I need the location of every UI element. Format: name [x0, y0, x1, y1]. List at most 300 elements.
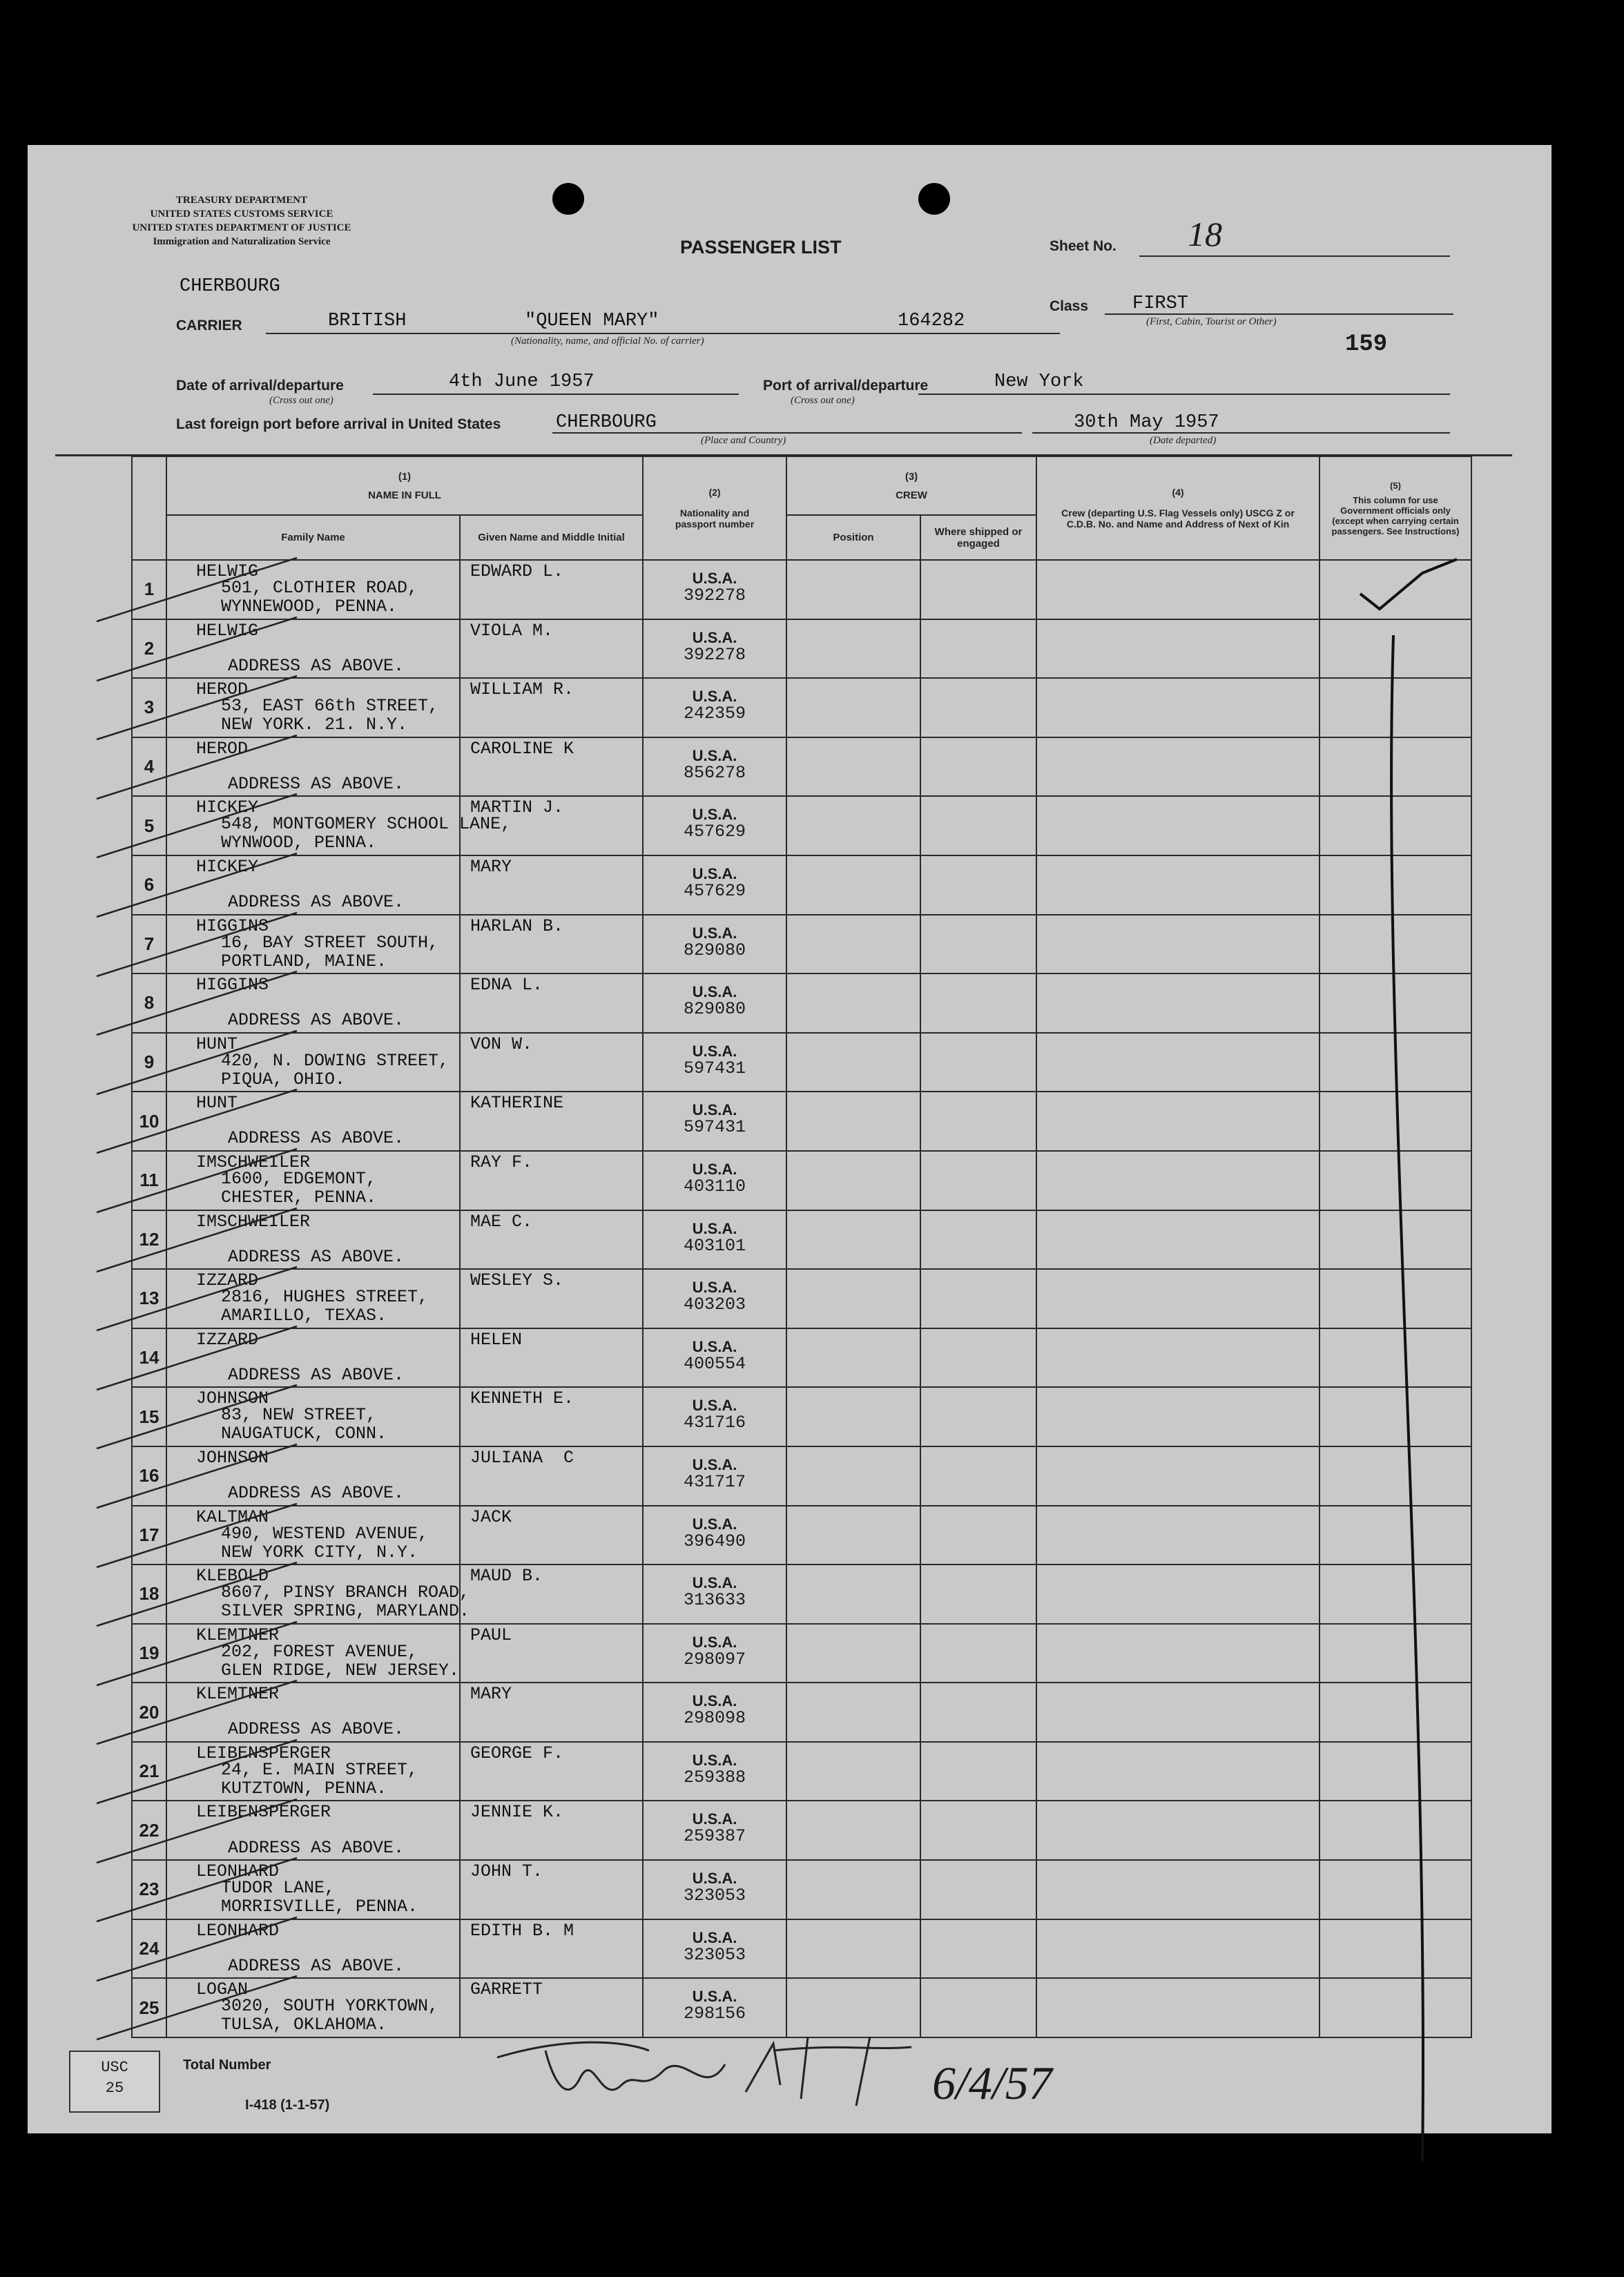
name-header: [166, 456, 643, 515]
address-text: TUDOR LANE, MORRISVILLE, PENNA.: [221, 1878, 418, 1917]
pen-stroke: [90, 1970, 311, 2046]
port-arrival: New York: [994, 371, 1084, 392]
last-port-label: Last foreign port before arrival in United States: [176, 416, 501, 432]
position-cell: [786, 1092, 920, 1151]
nationality: U.S.A.: [692, 1988, 737, 2006]
given-name: KATHERINE: [470, 1093, 564, 1114]
row-number: 4: [132, 737, 166, 797]
row-number: 3: [132, 678, 166, 737]
nationality: U.S.A.: [692, 1692, 737, 1710]
row-number: 1: [132, 560, 166, 619]
nationality-cell: [643, 1151, 786, 1210]
address-text: ADDRESS AS ABOVE.: [228, 1128, 405, 1149]
given-name-cell: [460, 1506, 643, 1565]
nationality-cell: [643, 973, 786, 1033]
given-name: MAUD B.: [470, 1566, 543, 1587]
row-number: 19: [132, 1624, 166, 1683]
col5-title: This column for use Government officials only (except when carrying certain passengers. See Instructions): [1331, 494, 1460, 536]
next-of-kin-cell: [1036, 560, 1320, 619]
address-text: 16, BAY STREET SOUTH, PORTLAND, MAINE.: [221, 932, 439, 971]
given-name-cell: [460, 1269, 643, 1328]
next-of-kin-cell: [1036, 1151, 1320, 1210]
position-cell: [786, 737, 920, 797]
nationality: U.S.A.: [692, 1397, 737, 1415]
given-name: EDITH B. M: [470, 1920, 574, 1941]
given-name: PAUL: [470, 1625, 512, 1645]
family-name: JOHNSON: [196, 1388, 269, 1409]
punch-hole: [918, 183, 950, 215]
family-name: HELWIG: [196, 561, 259, 581]
given-name: VON W.: [470, 1034, 533, 1054]
address-text: ADDRESS AS ABOVE.: [228, 1364, 405, 1385]
nationality: U.S.A.: [692, 1160, 737, 1178]
passenger-list-sheet: [28, 145, 1552, 2133]
position-cell: [786, 1033, 920, 1092]
shipped-cell: [920, 1092, 1036, 1151]
given-name-cell: [460, 915, 643, 974]
given-name: EDWARD L.: [470, 561, 564, 581]
passport-number: 597431: [683, 1058, 746, 1078]
nationality: U.S.A.: [692, 1337, 737, 1355]
nationality-cell: [643, 1801, 786, 1860]
next-of-kin-cell: [1036, 855, 1320, 915]
given-name: WILLIAM R.: [470, 679, 574, 700]
agency-line: Immigration and Naturalization Service: [153, 236, 331, 247]
shipped-cell: [920, 855, 1036, 915]
total-number-label: Total Number: [183, 2057, 271, 2073]
nationality-header: [643, 456, 786, 560]
next-of-kin-cell: [1036, 1860, 1320, 1919]
carrier-underline: [266, 333, 1060, 334]
family-name: KALTMAN: [196, 1506, 269, 1527]
next-of-kin-header: [1036, 456, 1320, 560]
nationality: U.S.A.: [692, 688, 737, 706]
given-name-cell: [460, 1033, 643, 1092]
sheet-label: Sheet No.: [1050, 238, 1116, 254]
nationality: U.S.A.: [692, 570, 737, 587]
nationality: U.S.A.: [692, 746, 737, 764]
passport-number: 298156: [683, 2004, 746, 2024]
nationality: U.S.A.: [692, 1455, 737, 1473]
next-of-kin-cell: [1036, 737, 1320, 797]
nationality-cell: [643, 796, 786, 855]
date-departed-caption: (Date departed): [1150, 435, 1217, 446]
port-typed: CHERBOURG: [180, 276, 280, 297]
passport-number: 392278: [683, 585, 746, 605]
row-number: 23: [132, 1860, 166, 1919]
row-number: 5: [132, 796, 166, 855]
family-name: KLEBOLD: [196, 1566, 269, 1587]
position-cell: [786, 1683, 920, 1742]
given-name-cell: [460, 1564, 643, 1624]
page-number: 159: [1345, 331, 1388, 358]
family-name: JOHNSON: [196, 1447, 269, 1468]
position-cell: [786, 1328, 920, 1388]
col4-title: Crew (departing U.S. Flag Vessels only) USCG Z or C.D.B. No. and Name and Address of Next of Kin: [1061, 507, 1295, 530]
given-name: MARTIN J.: [470, 797, 564, 818]
given-name: MARY: [470, 856, 512, 877]
nationality-cell: [643, 855, 786, 915]
family-name: LEONHARD: [196, 1861, 280, 1882]
family-name: HIGGINS: [196, 915, 269, 936]
col3-number: (3): [905, 470, 918, 483]
position-cell: [786, 678, 920, 737]
passport-number: 392278: [683, 644, 746, 665]
next-of-kin-cell: [1036, 973, 1320, 1033]
shipped-cell: [920, 1446, 1036, 1506]
position-cell: [786, 1919, 920, 1979]
family-name: HICKEY: [196, 797, 259, 818]
nationality-cell: [643, 1506, 786, 1565]
address-text: 2816, HUGHES STREET, AMARILLO, TEXAS.: [221, 1287, 429, 1326]
address-text: 8607, PINSY BRANCH ROAD, SILVER SPRING, MARYLAND.: [221, 1582, 470, 1622]
arrival-date: 4th June 1957: [449, 371, 594, 392]
position-cell: [786, 855, 920, 915]
shipped-cell: [920, 1269, 1036, 1328]
agency-line: UNITED STATES DEPARTMENT OF JUSTICE: [132, 222, 351, 233]
given-name-cell: [460, 1328, 643, 1388]
given-name: EDNA L.: [470, 975, 543, 996]
port-arrival-label: Port of arrival/departure: [763, 378, 929, 394]
given-name-cell: [460, 1624, 643, 1683]
address-text: 1600, EDGEMONT, CHESTER, PENNA.: [221, 1169, 377, 1208]
given-name-cell: [460, 855, 643, 915]
given-name-cell: [460, 1742, 643, 1801]
nationality: U.S.A.: [692, 806, 737, 824]
passport-number: 242359: [683, 704, 746, 724]
nationality-cell: [643, 1624, 786, 1683]
position-cell: [786, 1801, 920, 1860]
family-name: HUNT: [196, 1034, 238, 1054]
col1-title: NAME IN FULL: [368, 489, 441, 501]
family-name: IMSCHWEILER: [196, 1152, 311, 1172]
given-name-cell: [460, 1801, 643, 1860]
form-number: I-418 (1-1-57): [245, 2097, 330, 2113]
next-of-kin-cell: [1036, 1033, 1320, 1092]
given-name: CAROLINE K: [470, 738, 574, 759]
address-text: ADDRESS AS ABOVE.: [228, 1483, 405, 1503]
carrier-nationality: BRITISH: [328, 311, 407, 331]
row-number: 21: [132, 1742, 166, 1801]
nationality: U.S.A.: [692, 1279, 737, 1297]
next-of-kin-cell: [1036, 915, 1320, 974]
given-name: KENNETH E.: [470, 1388, 574, 1409]
shipped-cell: [920, 796, 1036, 855]
arrival-underline: [373, 394, 739, 395]
col2-number: (2): [708, 487, 721, 498]
rownum-header: [132, 456, 166, 560]
address-text: 420, N. DOWING STREET, PIQUA, OHIO.: [221, 1050, 450, 1089]
nationality: U.S.A.: [692, 1928, 737, 1946]
address-text: 202, FOREST AVENUE, GLEN RIDGE, NEW JERSEY.: [221, 1641, 460, 1680]
nationality-cell: [643, 915, 786, 974]
address-text: ADDRESS AS ABOVE.: [228, 1837, 405, 1858]
nationality: U.S.A.: [692, 1633, 737, 1651]
family-name-header: Family Name: [166, 515, 460, 560]
shipped-cell: [920, 1328, 1036, 1388]
next-of-kin-cell: [1036, 1446, 1320, 1506]
address-text: 3020, SOUTH YORKTOWN, TULSA, OKLAHOMA.: [221, 1996, 439, 2035]
shipped-cell: [920, 973, 1036, 1033]
row-number: 18: [132, 1564, 166, 1624]
family-name: IZZARD: [196, 1270, 259, 1291]
passport-number: 400554: [683, 1353, 746, 1374]
stamp-line: 25: [105, 2080, 124, 2097]
passport-number: 457629: [683, 880, 746, 901]
passport-number: 298098: [683, 1708, 746, 1729]
address-text: 501, CLOTHIER ROAD, WYNNEWOOD, PENNA.: [221, 578, 418, 617]
position-cell: [786, 1269, 920, 1328]
row-number: 14: [132, 1328, 166, 1388]
position-cell: [786, 619, 920, 679]
next-of-kin-cell: [1036, 1387, 1320, 1446]
sheet-underline: [1139, 255, 1450, 257]
address-text: 490, WESTEND AVENUE, NEW YORK CITY, N.Y.: [221, 1523, 429, 1562]
position-cell: [786, 1624, 920, 1683]
address-text: ADDRESS AS ABOVE.: [228, 1246, 405, 1267]
nationality-cell: [643, 737, 786, 797]
passport-number: 298097: [683, 1649, 746, 1669]
shipped-cell: [920, 678, 1036, 737]
next-of-kin-cell: [1036, 1092, 1320, 1151]
passport-number: 403110: [683, 1176, 746, 1196]
row-number: 10: [132, 1092, 166, 1151]
nationality-cell: [643, 1269, 786, 1328]
given-name-cell: [460, 1919, 643, 1979]
carrier-caption: (Nationality, name, and official No. of carrier): [511, 336, 704, 347]
given-name-cell: [460, 1151, 643, 1210]
given-name-header: Given Name and Middle Initial: [460, 515, 643, 560]
nationality: U.S.A.: [692, 983, 737, 1001]
next-of-kin-cell: [1036, 1742, 1320, 1801]
given-name: VIOLA M.: [470, 620, 554, 641]
given-name: WESLEY S.: [470, 1270, 564, 1291]
shipped-cell: [920, 619, 1036, 679]
agency-line: UNITED STATES CUSTOMS SERVICE: [150, 209, 334, 220]
col2-title: Nationality and passport number: [675, 507, 755, 530]
nationality: U.S.A.: [692, 1042, 737, 1060]
row-number: 22: [132, 1801, 166, 1860]
next-of-kin-cell: [1036, 619, 1320, 679]
family-name: KLEMTNER: [196, 1684, 280, 1705]
nationality-cell: [643, 1683, 786, 1742]
port-arrival-underline: [918, 394, 1450, 395]
position-cell: [786, 1860, 920, 1919]
family-name: HELWIG: [196, 620, 259, 641]
given-name: JULIANA C: [470, 1447, 574, 1468]
shipped-cell: [920, 915, 1036, 974]
next-of-kin-cell: [1036, 1564, 1320, 1624]
nationality-cell: [643, 1860, 786, 1919]
given-name-cell: [460, 619, 643, 679]
class-label: Class: [1050, 298, 1089, 314]
signature: [483, 2009, 1174, 2126]
nationality: U.S.A.: [692, 1219, 737, 1237]
passport-number: 259388: [683, 1767, 746, 1787]
row-number: 25: [132, 1978, 166, 2037]
given-name: RAY F.: [470, 1152, 533, 1172]
address-text: 24, E. MAIN STREET, KUTZTOWN, PENNA.: [221, 1760, 418, 1799]
given-name: HARLAN B.: [470, 915, 564, 936]
passport-number: 597431: [683, 1117, 746, 1138]
position-cell: [786, 973, 920, 1033]
position-header: Position: [786, 515, 920, 560]
row-number: 9: [132, 1033, 166, 1092]
shipped-cell: [920, 1860, 1036, 1919]
signature-date: 6/4/57: [932, 2057, 1052, 2109]
given-name-cell: [460, 737, 643, 797]
next-of-kin-cell: [1036, 1624, 1320, 1683]
address-text: ADDRESS AS ABOVE.: [228, 1010, 405, 1031]
next-of-kin-cell: [1036, 796, 1320, 855]
family-name: LOGAN: [196, 1979, 249, 2000]
address-text: ADDRESS AS ABOVE.: [228, 1955, 405, 1976]
usc-stamp: [69, 2051, 160, 2113]
address-text: 548, MONTGOMERY SCHOOL LANE, WYNWOOD, PENNA.: [221, 814, 512, 853]
row-number: 2: [132, 619, 166, 679]
nationality-cell: [643, 1446, 786, 1506]
family-name: HIGGINS: [196, 975, 269, 996]
row-number: 13: [132, 1269, 166, 1328]
crew-header: [786, 456, 1036, 515]
nationality: U.S.A.: [692, 1870, 737, 1888]
row-number: 8: [132, 973, 166, 1033]
shipped-cell: [920, 1387, 1036, 1446]
row-number: 15: [132, 1387, 166, 1446]
shipped-cell: [920, 1564, 1036, 1624]
passport-number: 829080: [683, 999, 746, 1020]
given-name-cell: [460, 1387, 643, 1446]
passport-number: 431716: [683, 1413, 746, 1433]
nationality-cell: [643, 1919, 786, 1979]
given-name: MARY: [470, 1684, 512, 1705]
nationality-cell: [643, 619, 786, 679]
shipped-cell: [920, 1506, 1036, 1565]
row-number: 20: [132, 1683, 166, 1742]
address-text: ADDRESS AS ABOVE.: [228, 655, 405, 676]
passport-number: 313633: [683, 1590, 746, 1611]
row-number: 7: [132, 915, 166, 974]
family-name: HICKEY: [196, 856, 259, 877]
shipped-cell: [920, 1624, 1036, 1683]
address-text: ADDRESS AS ABOVE.: [228, 773, 405, 794]
shipped-cell: [920, 1033, 1036, 1092]
family-name: HEROD: [196, 738, 249, 759]
class-caption: (First, Cabin, Tourist or Other): [1146, 316, 1277, 327]
nationality-cell: [643, 1092, 786, 1151]
carrier-name: "QUEEN MARY": [525, 311, 659, 331]
place-caption: (Place and Country): [701, 435, 786, 446]
shipped-cell: [920, 737, 1036, 797]
nationality-cell: [643, 1033, 786, 1092]
nationality: U.S.A.: [692, 864, 737, 882]
col4-number: (4): [1172, 487, 1184, 498]
row-number: 16: [132, 1446, 166, 1506]
position-cell: [786, 1506, 920, 1565]
passport-number: 323053: [683, 1886, 746, 1906]
position-cell: [786, 1446, 920, 1506]
given-name: JOHN T.: [470, 1861, 543, 1882]
class-value: FIRST: [1132, 293, 1189, 314]
position-cell: [786, 1151, 920, 1210]
shipped-cell: [920, 560, 1036, 619]
position-cell: [786, 1742, 920, 1801]
passport-number: 323053: [683, 1944, 746, 1965]
row-number: 11: [132, 1151, 166, 1210]
nationality: U.S.A.: [692, 1810, 737, 1828]
nationality-cell: [643, 1387, 786, 1446]
family-name: IMSCHWEILER: [196, 1211, 311, 1232]
nationality-cell: [643, 1210, 786, 1270]
col3-title: CREW: [896, 489, 927, 501]
next-of-kin-cell: [1036, 1328, 1320, 1388]
nationality: U.S.A.: [692, 1574, 737, 1592]
passport-number: 259387: [683, 1826, 746, 1847]
official-checkmark: [1340, 552, 1505, 2209]
passport-number: 829080: [683, 940, 746, 960]
last-port: CHERBOURG: [556, 412, 657, 433]
passport-number: 403203: [683, 1295, 746, 1315]
row-number: 12: [132, 1210, 166, 1270]
given-name-cell: [460, 1446, 643, 1506]
next-of-kin-cell: [1036, 1801, 1320, 1860]
shipped-cell: [920, 1683, 1036, 1742]
shipped-cell: [920, 1210, 1036, 1270]
nationality-cell: [643, 1564, 786, 1624]
family-name: HEROD: [196, 679, 249, 700]
shipped-header: Where shipped or engaged: [920, 515, 1036, 560]
nationality: U.S.A.: [692, 1751, 737, 1769]
given-name: JACK: [470, 1506, 512, 1527]
shipped-cell: [920, 1742, 1036, 1801]
row-number: 24: [132, 1919, 166, 1979]
arrival-caption: (Cross out one): [269, 395, 334, 406]
nationality-cell: [643, 1742, 786, 1801]
row-number: 17: [132, 1506, 166, 1565]
punch-hole: [552, 183, 584, 215]
given-name: MAE C.: [470, 1211, 533, 1232]
address-text: ADDRESS AS ABOVE.: [228, 892, 405, 912]
nationality: U.S.A.: [692, 924, 737, 942]
address-text: ADDRESS AS ABOVE.: [228, 1719, 405, 1740]
date-departed: 30th May 1957: [1074, 412, 1219, 433]
nationality: U.S.A.: [692, 1101, 737, 1119]
col1-number: (1): [398, 470, 412, 483]
nationality: U.S.A.: [692, 628, 737, 646]
port-arrival-caption: (Cross out one): [791, 395, 855, 406]
position-cell: [786, 915, 920, 974]
given-name: GEORGE F.: [470, 1743, 564, 1763]
agency-line: TREASURY DEPARTMENT: [175, 195, 308, 206]
nationality-cell: [643, 678, 786, 737]
address-text: 83, NEW STREET, NAUGATUCK, CONN.: [221, 1405, 387, 1444]
family-name: HUNT: [196, 1093, 238, 1114]
given-name-cell: [460, 560, 643, 619]
nationality-cell: [643, 1328, 786, 1388]
shipped-cell: [920, 1919, 1036, 1979]
row-number: 6: [132, 855, 166, 915]
shipped-cell: [920, 1151, 1036, 1210]
nationality-cell: [643, 560, 786, 619]
position-cell: [786, 1564, 920, 1624]
page-title: PASSENGER LIST: [680, 237, 842, 258]
sheet-number: 18: [1188, 215, 1222, 253]
next-of-kin-cell: [1036, 678, 1320, 737]
passport-number: 457629: [683, 822, 746, 842]
given-name-cell: [460, 973, 643, 1033]
given-name-cell: [460, 1210, 643, 1270]
family-name: LEIBENSPERGER: [196, 1802, 331, 1823]
